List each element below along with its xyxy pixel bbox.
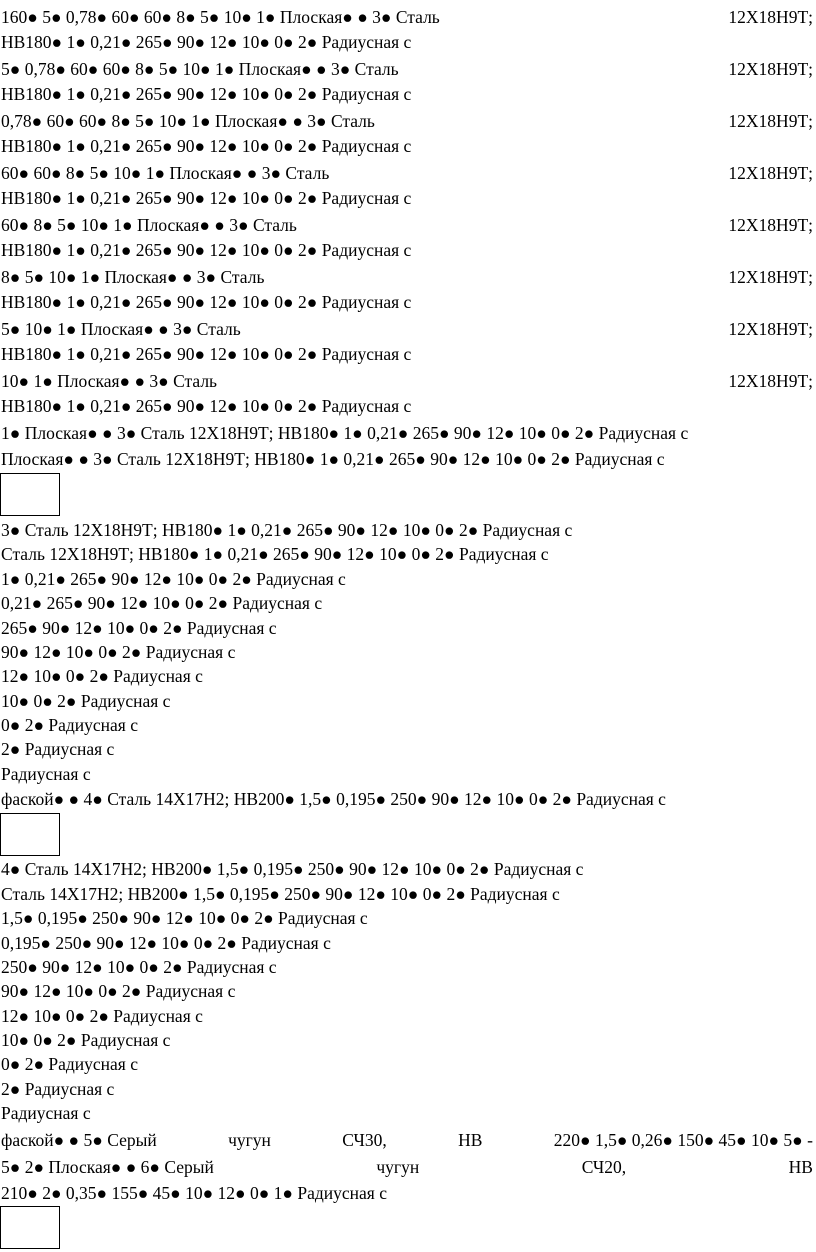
text-segment: СЧ30, <box>342 1130 387 1150</box>
text-line: 10● 0● 2● Радиусная с <box>1 1030 171 1050</box>
text-line: НВ180● 1● 0,21● 265● 90● 12● 10● 0● 2● Радиусная с <box>1 344 412 364</box>
text-line: 2● Радиусная с <box>1 739 115 759</box>
text-line: 5● 0,78● 60● 60● 8● 5● 10● 1● Плоская● ● 3● Сталь <box>1 59 399 79</box>
empty-frame <box>0 1206 60 1249</box>
text-segment: НВ <box>458 1130 483 1150</box>
text-line: 10● 0● 2● Радиусная с <box>1 691 171 711</box>
text-line: 210● 2● 0,35● 155● 45● 10● 12● 0● 1● Радиусная с <box>1 1183 387 1203</box>
text-line: 3● Сталь 12Х18Н9Т; НВ180● 1● 0,21● 265● 90● 12● 10● 0● 2● Радиусная с <box>1 520 573 540</box>
steel-grade: 12Х18Н9Т; <box>728 319 813 339</box>
text-line: 12● 10● 0● 2● Радиусная с <box>1 1006 203 1026</box>
text-line: 90● 12● 10● 0● 2● Радиусная с <box>1 642 236 662</box>
steel-grade: 12Х18Н9Т; <box>728 267 813 287</box>
text-line: 160● 5● 0,78● 60● 60● 8● 5● 10● 1● Плоская● ● 3● Сталь <box>1 7 440 27</box>
empty-frame <box>0 473 60 516</box>
text-segment: фаской● ● 5● Серый <box>1 1130 157 1150</box>
text-line: 250● 90● 12● 10● 0● 2● Радиусная с <box>1 957 277 977</box>
text-line: 1● 0,21● 265● 90● 12● 10● 0● 2● Радиусная с <box>1 569 346 589</box>
text-line: Плоская● ● 3● Сталь 12Х18Н9Т; НВ180● 1● 0,21● 265● 90● 12● 10● 0● 2● Радиусная с <box>1 449 665 469</box>
justified-line <box>1 1155 813 1179</box>
text-line: 5● 10● 1● Плоская● ● 3● Сталь <box>1 319 241 339</box>
text-line: Сталь 14Х17Н2; НВ200● 1,5● 0,195● 250● 90● 12● 10● 0● 2● Радиусная с <box>1 884 560 904</box>
text-line: НВ180● 1● 0,21● 265● 90● 12● 10● 0● 2● Радиусная с <box>1 396 412 416</box>
steel-grade: 12Х18Н9Т; <box>728 7 813 27</box>
text-line: НВ180● 1● 0,21● 265● 90● 12● 10● 0● 2● Радиусная с <box>1 292 412 312</box>
text-segment: СЧ20, <box>581 1157 627 1177</box>
text-line: 10● 1● Плоская● ● 3● Сталь <box>1 371 218 391</box>
text-line: 90● 12● 10● 0● 2● Радиусная с <box>1 981 236 1001</box>
text-line: 60● 60● 8● 5● 10● 1● Плоская● ● 3● Сталь <box>1 163 330 183</box>
text-line: Радиусная с <box>1 1103 91 1123</box>
text-segment: НВ <box>788 1157 813 1177</box>
text-line: 0,78● 60● 60● 8● 5● 10● 1● Плоская● ● 3● Сталь <box>1 111 375 131</box>
steel-grade: 12Х18Н9Т; <box>728 111 813 131</box>
text-line: 265● 90● 12● 10● 0● 2● Радиусная с <box>1 618 277 638</box>
text-segment: 220● 1,5● 0,26● 150● 45● 10● 5● - <box>553 1130 813 1150</box>
text-line: фаской● ● 4● Сталь 14Х17Н2; НВ200● 1,5● 0,195● 250● 90● 12● 10● 0● 2● Радиусная с <box>1 789 666 809</box>
text-line: 0,21● 265● 90● 12● 10● 0● 2● Радиусная с <box>1 593 323 613</box>
text-line: 0● 2● Радиусная с <box>1 715 139 735</box>
text-line: Сталь 12Х18Н9Т; НВ180● 1● 0,21● 265● 90● 12● 10● 0● 2● Радиусная с <box>1 544 549 564</box>
text-line: 60● 8● 5● 10● 1● Плоская● ● 3● Сталь <box>1 215 297 235</box>
text-line: НВ180● 1● 0,21● 265● 90● 12● 10● 0● 2● Радиусная с <box>1 188 412 208</box>
steel-grade: 12Х18Н9Т; <box>728 163 813 183</box>
text-line: НВ180● 1● 0,21● 265● 90● 12● 10● 0● 2● Радиусная с <box>1 32 412 52</box>
text-line: 0● 2● Радиусная с <box>1 1054 139 1074</box>
text-segment: чугун <box>228 1130 271 1150</box>
steel-grade: 12Х18Н9Т; <box>728 371 813 391</box>
text-line: 2● Радиусная с <box>1 1079 115 1099</box>
text-line: 1● Плоская● ● 3● Сталь 12Х18Н9Т; НВ180● 1● 0,21● 265● 90● 12● 10● 0● 2● Радиусная с <box>1 423 689 443</box>
text-segment: чугун <box>376 1157 420 1177</box>
text-line: НВ180● 1● 0,21● 265● 90● 12● 10● 0● 2● Радиусная с <box>1 240 412 260</box>
empty-frame <box>0 813 60 856</box>
text-line: 12● 10● 0● 2● Радиусная с <box>1 666 203 686</box>
text-line: НВ180● 1● 0,21● 265● 90● 12● 10● 0● 2● Радиусная с <box>1 84 412 104</box>
justified-line <box>1 1128 813 1152</box>
text-segment: 5● 2● Плоская● ● 6● Серый <box>1 1157 214 1177</box>
text-line: 4● Сталь 14Х17Н2; НВ200● 1,5● 0,195● 250● 90● 12● 10● 0● 2● Радиусная с <box>1 859 584 879</box>
text-line: Радиусная с <box>1 764 91 784</box>
text-line: 8● 5● 10● 1● Плоская● ● 3● Сталь <box>1 267 265 287</box>
text-line: 1,5● 0,195● 250● 90● 12● 10● 0● 2● Радиусная с <box>1 908 368 928</box>
steel-grade: 12Х18Н9Т; <box>728 215 813 235</box>
steel-grade: 12Х18Н9Т; <box>728 59 813 79</box>
text-line: 0,195● 250● 90● 12● 10● 0● 2● Радиусная с <box>1 933 331 953</box>
text-line: НВ180● 1● 0,21● 265● 90● 12● 10● 0● 2● Радиусная с <box>1 136 412 156</box>
